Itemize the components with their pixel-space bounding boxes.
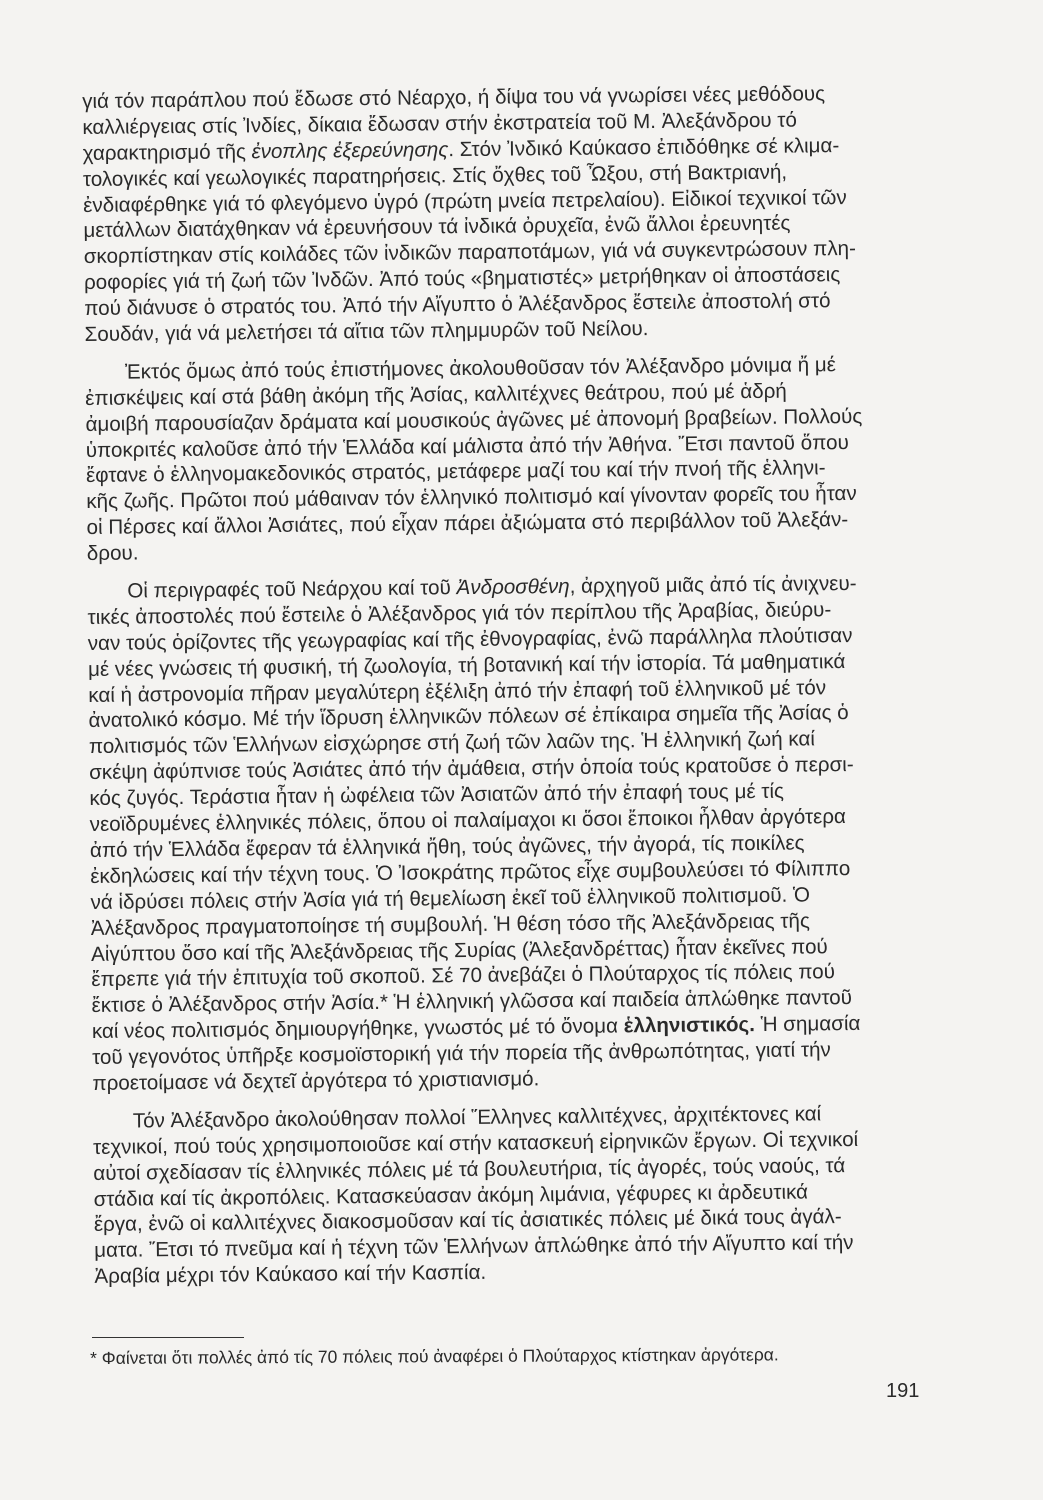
text-line: ἀπό τήν Ἑλλάδα ἔφεραν τά ἑλληνικά ἤθη, τούς ἀγῶνες, τήν ἀγορά, τίς ποικίλες xyxy=(89,831,805,862)
text-line: τολογικές καί γεωλογικές παρατηρήσεις. Στίς ὄχθες τοῦ Ὦξου, στή Βακτριανή, xyxy=(82,160,788,191)
text-line: μετάλλων διατάχθηκαν νά ἐρευνήσουν τά ἰνδικά ὀρυχεῖα, ἐνῶ ἄλλοι ἐρευνητές xyxy=(83,212,791,243)
text-line: ἔπρεπε γιά τήν ἐπιτυχία τοῦ σκοποῦ. Σέ 70 ἀνεβάζει ὁ Πλούταρχος τίς πόλεις πού xyxy=(91,960,836,992)
text-run: καί νέος πολιτισμός δημιουργήθηκε, γνωστός μέ τό ὄνομα xyxy=(91,1014,624,1044)
paragraph-3 xyxy=(87,570,934,1097)
text-line: προετοίμασε νά δεχτεῖ ἀργότερα τό χριστιανισμό. xyxy=(92,1067,540,1095)
text-line: ἐνδιαφέρθηκε γιά τό φλεγόμενο ὑγρό (πρώτη μνεία πετρελαίου). Εἰδικοί τεχνικοί τῶν xyxy=(83,185,847,217)
text-line: ὑποκριτές καλοῦσε ἀπό τήν Ἑλλάδα καί μάλιστα ἀπό τήν Ἀθήνα. Ἔτσι παντοῦ ὅπου xyxy=(85,430,849,462)
text-line: ἐκδηλώσεις καί τήν τέχνη τους. Ὁ Ἰσοκράτης πρῶτος εἶχε συμβουλεύσει τό Φίλιππο xyxy=(90,856,851,888)
text-line: νά ἱδρύσει πόλεις στήν Ἀσία γιά τή θεμελίωση ἐκεῖ τοῦ ἑλληνικοῦ πολιτισμοῦ. Ὁ xyxy=(90,883,811,914)
text-run: Οἱ περιγραφές τοῦ Νεάρχου καί τοῦ xyxy=(127,576,457,603)
text-line: νεοϊδρυμένες ἑλληνικές πόλεις, ὅπου οἱ παλαίμαχοι κι ὅσοι ἔποικοι ἦλθαν ἀργότερα xyxy=(89,805,847,837)
italic-term: ἐνοπλης ἐξερεύνησης xyxy=(251,137,449,164)
text-line: Ἀραβία μέχρι τόν Καύκασο καί τήν Κασπία. xyxy=(94,1261,487,1289)
text-line: Ἀλέξανδρος πραγματοποίησε τή συμβουλή. Ἡ θέση τόσο τῆς Ἀλεξάνδρειας τῆς xyxy=(90,909,810,940)
text-line: ματα. Ἔτσι τό πνεῦμα καί ἡ τέχνη τῶν Ἑλλήνων ἁπλώθηκε ἀπό τήν Αἴγυπτο καί τήν xyxy=(94,1231,854,1263)
italic-name: Ἀνδροσθένη xyxy=(456,574,570,600)
text-run: χαρακτηρισμό τῆς xyxy=(82,140,252,165)
text-line: σκορπίστηκαν στίς κοιλάδες τῶν ἰνδικῶν παραποτάμων, γιά νά συγκεντρώσουν πλη- xyxy=(83,237,856,269)
footnote: * Φαίνεται ὅτι πολλές ἀπό τίς 70 πόλεις πού ἀναφέρει ὁ Πλούταρχος κτίστηκαν ἀργότερα. xyxy=(90,1344,779,1368)
text-line: ἔκτισε ὁ Ἀλέξανδρος στήν Ἀσία.* Ἡ ἑλληνική γλῶσσα καί παιδεία ἁπλώθηκε παντοῦ xyxy=(91,986,853,1018)
text-line: Αἰγύπτου ὅσο καί τῆς Ἀλεξάνδρειας τῆς Συρίας (Ἀλεξανδρέττας) ἦταν ἐκεῖνες πού xyxy=(90,934,828,966)
text-run: . Στόν Ἰνδικό Καύκασο ἐπιδόθηκε σέ κλιμα- xyxy=(448,133,840,161)
text-line: δρου. xyxy=(86,541,139,566)
text-line: Ἐκτός ὅμως ἀπό τούς ἐπιστήμονες ἀκολουθοῦσαν τόν Ἀλέξανδρο μόνιμα ἤ μέ xyxy=(124,353,837,384)
paragraph-4 xyxy=(93,1100,937,1290)
text-line: ἀνατολικό κόσμο. Μέ τήν ἵδρυση ἑλληνικῶν πόλεων σέ ἐπίκαιρα σημεῖα τῆς Ἀσίας ὁ xyxy=(88,701,849,733)
text-line: ἀμοιβή παρουσίαζαν δράματα καί μουσικούς ἀγῶνες μέ ἀπονομή βραβείων. Πολλούς xyxy=(85,404,863,436)
text-line: γιά τόν παράπλου πού ἔδωσε στό Νέαρχο, ή δίψα του νά γνωρίσει νέες μεθόδους xyxy=(82,82,826,113)
text-line: κῆς ζωῆς. Πρῶτοι πού μάθαιναν τόν ἑλληνικό πολιτισμό καί γίνονταν φορεῖς του ἦταν xyxy=(86,482,857,514)
paragraph-1 xyxy=(82,80,927,348)
text-line: καλλιέργειας στίς Ἰνδίες, δίκαια ἔδωσαν στήν ἐκστρατεία τοῦ Μ. Ἀλεξάνδρου τό xyxy=(82,108,798,139)
bold-term: ἑλληνιστικός. xyxy=(623,1013,756,1038)
text-line: Τόν Ἀλέξανδρο ἀκολούθησαν πολλοί Ἕλληνες καλλιτέχνες, ἀρχιτέκτονες καί xyxy=(132,1102,822,1133)
text-line: τεχνικοί, πού τούς χρησιμοποιοῦσε καί στήν κατασκευή εἰρηνικῶν ἔργων. Οἱ τεχνικοί xyxy=(92,1127,859,1159)
text-line: πολιτισμός τῶν Ἑλλήνων εἰσχώρησε στή ζωή τῶν λαῶν της. Ἡ ἑλληνική ζωή καί xyxy=(88,727,816,759)
text-line: αὐτοί σχεδίασαν τίς ἑλληνικές πόλεις μέ τά βουλευτήρια, τίς ἀγορές, τούς ναούς, τά xyxy=(93,1153,846,1185)
text-line: ἔργα, ἐνῶ οἱ καλλιτέχνες διακοσμοῦσαν καί τίς ἀσιατικές πόλεις μέ δικά τους ἀγάλ- xyxy=(93,1205,842,1237)
text-line: Σουδάν, γιά νά μελετήσει τά αἴτια τῶν πλημμυρῶν τοῦ Νείλου. xyxy=(84,317,649,347)
text-run: Ἡ σημασία xyxy=(754,1012,861,1037)
text-line: σκέψη ἀφύπνισε τούς Ἀσιάτες ἀπό τήν ἀμάθεια, στήν ὁποία τούς κρατοῦσε ὁ περσι- xyxy=(89,753,854,785)
footnote-divider xyxy=(92,1337,244,1338)
paragraph-2 xyxy=(85,351,929,567)
text-line: μέ νέες γνώσεις τή φυσική, τή ζωολογία, τή βοτανική καί τήν ἱστορία. Τά μαθηματικά xyxy=(87,649,846,681)
text-line: τικές ἀποστολές πού ἔστειλε ὁ Ἀλέξανδρος γιά τόν περίπλου τῆς Ἀραβίας, διεύρυ- xyxy=(87,598,832,629)
text-line: ἐπισκέψεις καί στά βάθη ἀκόμη τῆς Ἀσίας, καλλιτέχνες θεάτρου, πού μέ ἁδρή xyxy=(85,379,787,410)
page-number: 191 xyxy=(886,1380,920,1402)
text-line: καί ἡ ἀστρονομία πῆραν μεγαλύτερη ἐξέλιξη ἀπό τήν ἐπαφή τοῦ ἑλληνικοῦ μέ τόν xyxy=(88,675,827,707)
body-text xyxy=(82,80,937,1290)
text-line: ναν τούς ὁρίζοντες τῆς γεωγραφίας καί τῆς ἐθνογραφίας, ἐνῶ παράλληλα πλούτισαν xyxy=(87,623,853,655)
text-line: ἔφτανε ὁ ἑλληνομακεδονικός στρατός, μετάφερε μαζί του καί τήν πνοή τῆς ἑλληνι- xyxy=(85,456,826,488)
text-line: ροφορίες γιά τή ζωή τῶν Ἰνδῶν. Ἀπό τούς «βηματιστές» μετρήθηκαν οἱ ἀποστάσεις xyxy=(83,263,841,295)
text-line: οἱ Πέρσες καί ἄλλοι Ἀσιάτες, πού εἶχαν πάρει ἀξιώματα στό περιβάλλον τοῦ Ἀλεξάν- xyxy=(86,508,849,540)
text-line: κός ζυγός. Τεράστια ἦταν ἡ ὠφέλεια τῶν Ἀσιατῶν ἀπό τήν ἐπαφή τους μέ τίς xyxy=(89,779,785,811)
text-line: στάδια καί τίς ἀκροπόλεις. Κατασκεύασαν ἀκόμη λιμάνια, γέφυρες κι ἀρδευτικά xyxy=(93,1179,809,1211)
text-line: πού διάνυσε ὁ στρατός του. Ἀπό τήν Αἴγυπτο ὁ Ἀλέξανδρος ἔστειλε ἀποστολή στό xyxy=(84,289,831,321)
text-line: τοῦ γεγονότος ὑπῆρξε κοσμοϊστορική γιά τήν πορεία τῆς ἀνθρωπότητας, γιατί τήν xyxy=(92,1038,831,1070)
text-run: , ἀρχηγοῦ μιᾶς ἀπό τίς ἀνιχνευ- xyxy=(569,571,857,598)
